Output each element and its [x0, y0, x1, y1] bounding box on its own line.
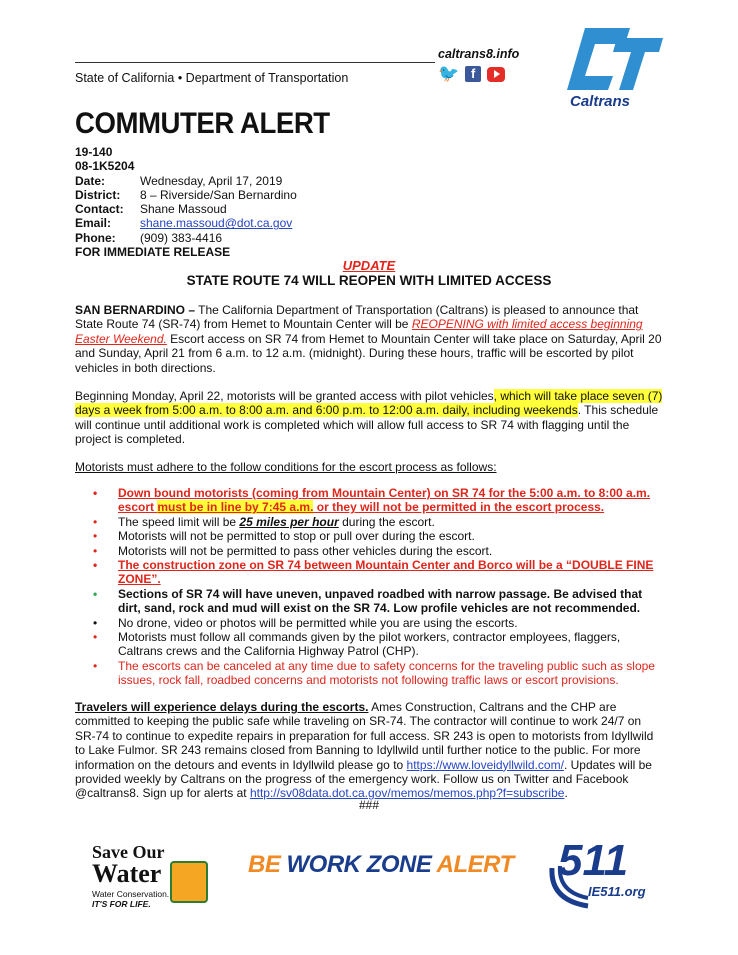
agency-name: State of California • Department of Transportation	[75, 71, 349, 85]
bullet-icon: •	[93, 615, 98, 630]
paragraph-intro	[75, 303, 665, 375]
contact-value: Shane Massoud	[140, 202, 227, 217]
list-item: • Down bound motorists (coming from Mountain Center) on SR 74 for the 5:00 a.m. to 8:00 a.m. escort must be in line by 7:45 a.m. or they will not be permitted in the escort process.	[93, 486, 651, 515]
work-zone-alert-logo: BE WORK ZONE ALERT	[248, 851, 514, 878]
email-link[interactable]: shane.massoud@dot.ca.gov	[140, 216, 293, 231]
header-rule	[75, 62, 435, 63]
schedule-highlight: , which will take place seven (7) days a week from 5:00 a.m. to 8:00 a.m. and 6:00 p.m. to 12:00 a.m. daily, including weekends	[75, 389, 663, 418]
logo-text: Caltrans	[570, 93, 631, 110]
bullet-icon: •	[93, 586, 98, 601]
loveidyllwild-link[interactable]: https://www.loveidyllwild.com/	[406, 757, 564, 772]
facebook-icon[interactable]: f	[465, 66, 481, 82]
dateline: SAN BERNARDINO –	[75, 303, 196, 317]
bullet-icon: •	[93, 630, 98, 645]
intro-text: The California Department of Transportation (Caltrans) is pleased to announce that State Route 74 (SR-74) from Hemet to Mountain Center will be	[75, 303, 639, 332]
bullet-icon: •	[93, 486, 98, 500]
bullet-icon: •	[93, 658, 98, 673]
intro-text-2: Escort access on SR 74 from Hemet to Mountain Center will take place on Saturday, April 20 and Sunday, April 21 from 6 a.m. to 12 a.m. (midnight). During these hours, traffic will be escorted by pilot vehicles in both directions.	[75, 331, 662, 375]
faucet-icon	[170, 861, 208, 903]
social-icons	[438, 64, 505, 84]
project-id: 08-1K5204	[75, 159, 135, 174]
conditions-intro: Motorists must adhere to the follow conditions for the escort process as follows:	[75, 460, 497, 474]
paragraph-delays: Travelers will experience delays during the escorts. Ames Construction, Caltrans and the CHP are committed to keeping the public safe while traveling on SR-74. The contractor will continue to work 24/7 on SR-74 to continue to expedite repairs in preparation for full access. SR 243 is open to motorists from Idyllwild to Lake Fulmor. SR 243 remains closed from Banning to Idyllwild until further notice to the public. For more information on the detours and events in Idyllwild please go to https://www.loveidyllwild.com/. Updates will be provided weekly by Caltrans on the progress of the emergency work. Follow us on Twitter and Facebook @caltrans8. Sign up for alerts at http://sv08data.dot.ca.gov/memos/memos.php?f=subscribe.	[75, 700, 654, 801]
page-title: COMMUTER ALERT	[75, 107, 330, 140]
deadline-highlight: must be in line by 7:45 a.m.	[157, 500, 314, 515]
paragraph-schedule	[75, 389, 665, 447]
subscribe-link[interactable]: http://sv08data.dot.ca.gov/memos/memos.php?f=subscribe	[249, 786, 565, 801]
site-link[interactable]: caltrans8.info	[438, 47, 520, 61]
district-value: 8 – Riverside/San Bernardino	[140, 187, 297, 202]
list-item: • Motorists must follow all commands given by the pilot workers, contractor employees, flaggers, Caltrans crews and the California Highway Patrol (CHP).	[93, 630, 621, 659]
date-label: Date:	[75, 173, 106, 188]
list-item: • Sections of SR 74 will have uneven, unpaved roadbed with narrow passage. Be advised that dirt, sand, rock and mud will exist on the SR 74. Low profile vehicles are not recommended.	[93, 586, 643, 616]
caltrans-logo	[555, 20, 665, 112]
list-item: • The escorts can be canceled at any time due to safety concerns for the traveling public such as slope issues, rock fall, roadbed concerns and motorists not following traffic laws or escort provisions.	[93, 658, 655, 688]
ie511-logo: 511 IE511.org	[548, 840, 658, 915]
list-item: • Motorists will not be permitted to pass other vehicles during the escort.	[93, 543, 493, 558]
district-label: District:	[75, 187, 121, 202]
contact-label: Contact:	[75, 202, 124, 217]
delays-lead: Travelers will experience delays during the escorts.	[75, 700, 369, 714]
list-item: • The speed limit will be 25 miles per hour during the escort.	[93, 514, 435, 529]
list-item: • No drone, video or photos will be permitted while you are using the escorts.	[93, 615, 518, 630]
email-label: Email:	[75, 216, 112, 231]
schedule-text: Beginning Monday, April 22, motorists will be granted access with pilot vehicles	[75, 389, 494, 403]
headline: STATE ROUTE 74 WILL REOPEN WITH LIMITED ACCESS	[186, 273, 552, 288]
meta-block	[75, 145, 297, 259]
phone-label: Phone:	[75, 230, 116, 245]
reopening-notice: REOPENING with limited access beginning Easter Weekend.	[75, 317, 643, 346]
bullet-icon: •	[93, 543, 98, 558]
twitter-icon[interactable]: 🐦	[438, 64, 460, 83]
speed-limit: 25 miles per hour	[239, 514, 339, 529]
update-heading: UPDATE	[342, 258, 396, 273]
bullet-icon: •	[93, 514, 98, 529]
conditions-list	[75, 486, 665, 688]
list-item: • The construction zone on SR 74 between Mountain Center and Borco will be a “DOUBLE FINE ZONE”.	[93, 558, 654, 587]
list-item: • Motorists will not be permitted to stop or pull over during the escort.	[93, 529, 475, 544]
youtube-icon[interactable]	[487, 67, 505, 82]
bullet-icon: •	[93, 529, 98, 544]
release-id: 19-140	[75, 145, 113, 159]
phone-value: (909) 383-4416	[140, 230, 223, 245]
date-value: Wednesday, April 17, 2019	[140, 173, 283, 188]
schedule-text-2: . This schedule will continue until additional work is completed which will allow full access to SR 74 with flagging until the project is completed.	[75, 403, 659, 447]
end-mark: ###	[358, 798, 380, 812]
save-our-water-logo: Save Our Water Water Conservation. IT'S FOR LIFE.	[92, 843, 207, 923]
release-notice: FOR IMMEDIATE RELEASE	[75, 245, 231, 260]
bullet-icon: •	[93, 558, 98, 573]
